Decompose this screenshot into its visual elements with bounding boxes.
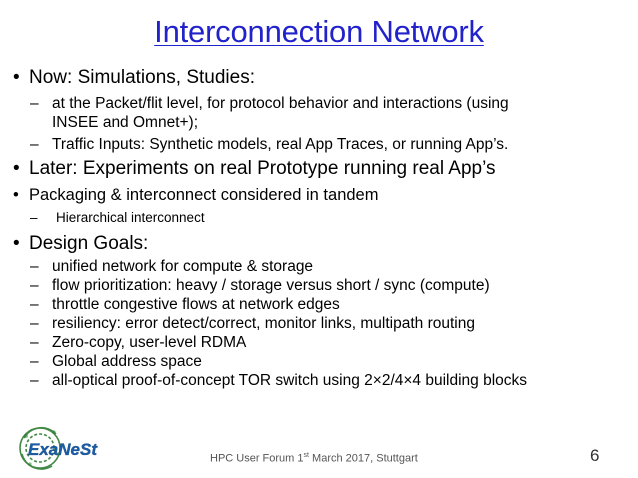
- sub-bullet-traffic-inputs: – Traffic Inputs: Synthetic models, real App Traces, or running App’s.: [30, 136, 509, 153]
- logo-text: ExaNeSt: [28, 440, 97, 459]
- page-number: 6: [590, 446, 600, 465]
- bullet-dot-icon: •: [13, 158, 20, 179]
- bullet-dot-icon: •: [13, 67, 20, 88]
- slide-title: Interconnection Network: [154, 14, 484, 49]
- exanest-logo: [16, 424, 128, 472]
- sub-bullet-hierarchical: – Hierarchical interconnect: [30, 210, 205, 225]
- dash-icon: –: [30, 315, 39, 332]
- dash-icon: –: [30, 353, 39, 370]
- sub-bullet-global-address: – Global address space: [30, 353, 202, 370]
- bullet-packaging: • Packaging & interconnect considered in tandem: [13, 186, 379, 204]
- dash-icon: –: [30, 277, 39, 294]
- bullet-later: • Later: Experiments on real Prototype running real App’s: [13, 158, 496, 179]
- bullet-now: • Now: Simulations, Studies:: [13, 67, 255, 88]
- sub-bullet-zero-copy: – Zero-copy, user-level RDMA: [30, 334, 247, 351]
- dash-icon: –: [30, 334, 39, 351]
- sub-bullet-throttle: – throttle congestive flows at network edges: [30, 296, 340, 313]
- dash-icon: –: [30, 210, 38, 225]
- bullet-design-goals: • Design Goals:: [13, 233, 149, 254]
- sub-bullet-flow-priority: – flow prioritization: heavy / storage versus short / sync (compute): [30, 277, 490, 294]
- dash-icon: –: [30, 296, 39, 313]
- dash-icon: –: [30, 372, 39, 389]
- dash-icon: –: [30, 258, 39, 275]
- bullet-dot-icon: •: [13, 186, 19, 204]
- dash-icon: –: [30, 136, 39, 153]
- dash-icon: –: [30, 95, 39, 112]
- sub-bullet-packet-level: – at the Packet/flit level, for protocol behavior and interactions (using INSEE and Omnet+);: [30, 95, 509, 131]
- sub-bullet-unified: – unified network for compute & storage: [30, 258, 314, 275]
- sub-bullet-all-optical: – all-optical proof-of-concept TOR switch using 2×2/4×4 building blocks: [30, 372, 528, 389]
- bullet-dot-icon: •: [13, 233, 20, 254]
- footer-text: HPC User Forum 1st March 2017, Stuttgart: [210, 452, 418, 465]
- sub-bullet-resiliency: – resiliency: error detect/correct, monitor links, multipath routing: [30, 315, 475, 332]
